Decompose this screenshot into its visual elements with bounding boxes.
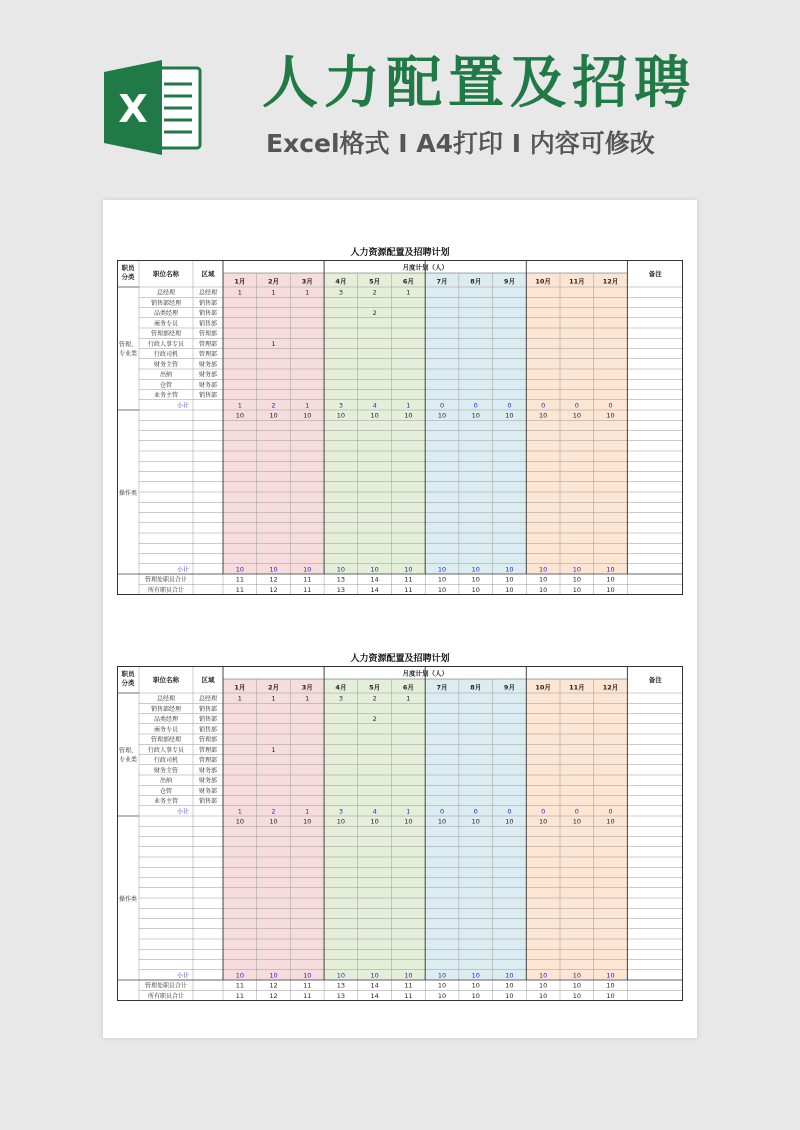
position-name: 总经理 bbox=[156, 695, 176, 703]
area-name: 管理部 bbox=[198, 330, 218, 338]
header-area: 区域 bbox=[201, 676, 215, 684]
subtotal-value: 10 bbox=[269, 971, 278, 980]
plan-value: 10 bbox=[235, 817, 244, 826]
total-value: 11 bbox=[303, 575, 312, 584]
position-name: 行政人事专员 bbox=[147, 340, 185, 348]
header-position: 职位名称 bbox=[153, 270, 179, 278]
header-monthly-plan: 月度计划（人） bbox=[402, 263, 448, 272]
area-name: 销售部 bbox=[198, 726, 218, 734]
total-value: 11 bbox=[303, 585, 312, 594]
subtotal-value: 10 bbox=[336, 565, 346, 574]
total-value: 11 bbox=[235, 991, 244, 1000]
page-subtitle: Excel格式 I A4打印 I 内容可修改 bbox=[266, 129, 655, 158]
total-value: 10 bbox=[539, 981, 548, 990]
category-label: 操作类 bbox=[118, 490, 138, 497]
total-value: 10 bbox=[437, 585, 447, 594]
plan-value: 10 bbox=[539, 411, 548, 420]
plan-value: 10 bbox=[606, 411, 615, 420]
area-name: 财务部 bbox=[198, 787, 218, 795]
header-month: 4月 bbox=[335, 683, 347, 692]
total-value: 10 bbox=[505, 585, 514, 594]
subtotal-value: 10 bbox=[437, 565, 447, 574]
plan-table bbox=[117, 260, 683, 594]
position-name: 行政司机 bbox=[153, 351, 179, 358]
subtotal-label: 小计 bbox=[176, 808, 189, 816]
header-month: 10月 bbox=[535, 277, 551, 286]
total-value: 11 bbox=[404, 585, 413, 594]
area-name: 财务部 bbox=[198, 371, 218, 379]
plan-value: 10 bbox=[437, 817, 447, 826]
total-value: 12 bbox=[269, 991, 278, 1000]
header-month: 3月 bbox=[301, 277, 313, 286]
header-month: 6月 bbox=[402, 683, 414, 692]
subtotal-value: 2 bbox=[271, 401, 276, 410]
header-month: 5月 bbox=[369, 277, 381, 286]
plan-value: 10 bbox=[437, 411, 447, 420]
total-label: 所有职员合计 bbox=[147, 992, 185, 1000]
header-position: 职位名称 bbox=[153, 676, 179, 684]
subtotal-value: 0 bbox=[574, 807, 579, 816]
plan-value: 10 bbox=[404, 411, 413, 420]
plan-value: 1 bbox=[237, 288, 242, 297]
subtotal-value: 10 bbox=[471, 971, 480, 980]
area-name: 销售部 bbox=[198, 798, 218, 805]
subtotal-value: 10 bbox=[572, 565, 581, 574]
subtotal-value: 10 bbox=[606, 565, 615, 574]
total-value: 14 bbox=[370, 991, 379, 1000]
total-label: 管理处职员合计 bbox=[144, 982, 188, 990]
total-value: 13 bbox=[336, 575, 346, 584]
total-value: 11 bbox=[404, 575, 413, 584]
header-remark: 备注 bbox=[648, 270, 662, 278]
plan-value: 10 bbox=[336, 817, 346, 826]
total-value: 10 bbox=[539, 585, 548, 594]
plan-value: 1 bbox=[271, 339, 276, 348]
header-month: 3月 bbox=[301, 683, 313, 692]
header-category: 职员 bbox=[121, 670, 135, 678]
subtotal-value: 1 bbox=[406, 401, 411, 410]
total-label: 管理处职员合计 bbox=[144, 576, 188, 584]
area-name: 管理部 bbox=[198, 736, 218, 744]
plan-table bbox=[117, 666, 683, 1000]
header-month: 9月 bbox=[503, 683, 515, 692]
plan-value: 2 bbox=[372, 288, 377, 297]
area-name: 总经理 bbox=[198, 289, 218, 297]
subtotal-value: 10 bbox=[505, 971, 514, 980]
plan-value: 10 bbox=[303, 817, 312, 826]
plan-value: 10 bbox=[505, 817, 514, 826]
subtotal-value: 1 bbox=[305, 807, 310, 816]
area-name: 财务部 bbox=[198, 777, 218, 785]
header-month: 9月 bbox=[503, 277, 515, 286]
subtotal-value: 10 bbox=[606, 971, 615, 980]
position-name: 品类经理 bbox=[153, 310, 179, 317]
total-value: 14 bbox=[370, 981, 379, 990]
plan-value: 10 bbox=[235, 411, 244, 420]
total-value: 13 bbox=[336, 981, 346, 990]
total-value: 13 bbox=[336, 585, 346, 594]
subtotal-label: 小计 bbox=[176, 566, 189, 574]
subtotal-label: 小计 bbox=[176, 972, 189, 980]
header-month: 7月 bbox=[436, 277, 448, 286]
position-name: 销售部经理 bbox=[150, 705, 182, 713]
area-name: 销售部 bbox=[198, 392, 218, 399]
subtotal-value: 10 bbox=[505, 565, 514, 574]
plan-value: 1 bbox=[406, 694, 411, 703]
header-month: 7月 bbox=[436, 683, 448, 692]
header-month: 11月 bbox=[569, 683, 585, 692]
total-value: 10 bbox=[505, 575, 514, 584]
area-name: 管理部 bbox=[198, 746, 218, 754]
total-value: 11 bbox=[235, 981, 244, 990]
subtotal-value: 0 bbox=[507, 401, 512, 410]
header-month: 8月 bbox=[470, 683, 482, 692]
subtotal-value: 0 bbox=[608, 807, 613, 816]
total-value: 13 bbox=[336, 991, 346, 1000]
area-name: 总经理 bbox=[198, 695, 218, 703]
header-month: 1月 bbox=[234, 277, 246, 286]
header-area: 区域 bbox=[201, 270, 215, 278]
position-name: 管理部经理 bbox=[150, 330, 182, 338]
plan-value: 3 bbox=[338, 288, 344, 297]
area-name: 管理部 bbox=[198, 351, 218, 358]
total-value: 11 bbox=[235, 585, 244, 594]
total-value: 10 bbox=[437, 991, 447, 1000]
header-month: 4月 bbox=[335, 277, 347, 286]
total-value: 10 bbox=[471, 575, 480, 584]
position-name: 行政司机 bbox=[153, 757, 179, 764]
header-month: 12月 bbox=[602, 683, 619, 692]
plan-value: 1 bbox=[271, 694, 276, 703]
subtotal-value: 1 bbox=[406, 807, 411, 816]
header-category: 分类 bbox=[121, 273, 135, 281]
plan-value: 3 bbox=[338, 694, 344, 703]
total-value: 10 bbox=[539, 991, 548, 1000]
position-name: 仓管 bbox=[159, 787, 173, 795]
plan-value: 2 bbox=[372, 694, 377, 703]
plan-value: 10 bbox=[572, 817, 581, 826]
position-name: 总经理 bbox=[156, 289, 176, 297]
total-value: 10 bbox=[606, 981, 615, 990]
area-name: 销售部 bbox=[198, 716, 218, 723]
total-value: 10 bbox=[471, 585, 480, 594]
category-label: 管理、 bbox=[118, 747, 138, 755]
category-label: 专业类 bbox=[118, 756, 138, 764]
total-value: 10 bbox=[572, 585, 581, 594]
header-month: 6月 bbox=[402, 277, 414, 286]
total-value: 10 bbox=[606, 991, 615, 1000]
subtotal-value: 0 bbox=[507, 807, 512, 816]
total-value: 10 bbox=[505, 981, 514, 990]
plan-value: 1 bbox=[237, 694, 242, 703]
subtotal-value: 10 bbox=[572, 971, 581, 980]
total-value: 10 bbox=[572, 981, 581, 990]
total-value: 12 bbox=[269, 585, 278, 594]
header-remark: 备注 bbox=[648, 676, 662, 684]
total-value: 11 bbox=[303, 991, 312, 1000]
position-name: 行政人事专员 bbox=[147, 746, 185, 754]
area-name: 销售部 bbox=[198, 299, 218, 307]
sheet-title: 人力资源配置及招聘计划 bbox=[350, 248, 450, 258]
area-name: 销售部 bbox=[198, 320, 218, 328]
position-name: 业务主管 bbox=[153, 798, 179, 805]
subtotal-value: 0 bbox=[541, 401, 546, 410]
subtotal-value: 0 bbox=[439, 807, 445, 816]
area-name: 管理部 bbox=[198, 340, 218, 348]
plan-value: 10 bbox=[471, 817, 480, 826]
position-name: 品类经理 bbox=[153, 716, 179, 723]
subtotal-value: 0 bbox=[473, 807, 478, 816]
subtotal-value: 10 bbox=[235, 971, 244, 980]
plan-value: 10 bbox=[539, 817, 548, 826]
total-value: 10 bbox=[471, 991, 480, 1000]
subtotal-value: 10 bbox=[235, 565, 244, 574]
subtotal-value: 0 bbox=[608, 401, 613, 410]
total-label: 所有职员合计 bbox=[147, 586, 185, 594]
total-value: 10 bbox=[572, 991, 581, 1000]
header-month: 10月 bbox=[535, 683, 551, 692]
total-value: 12 bbox=[269, 575, 278, 584]
subtotal-value: 2 bbox=[271, 807, 276, 816]
total-value: 11 bbox=[404, 991, 413, 1000]
position-name: 商务专员 bbox=[153, 726, 179, 734]
subtotal-value: 0 bbox=[574, 401, 579, 410]
total-value: 12 bbox=[269, 981, 278, 990]
category-label: 专业类 bbox=[118, 350, 138, 358]
subtotal-value: 1 bbox=[305, 401, 310, 410]
subtotal-value: 10 bbox=[437, 971, 447, 980]
subtotal-value: 0 bbox=[439, 401, 445, 410]
total-value: 14 bbox=[370, 575, 379, 584]
subtotal-value: 1 bbox=[237, 401, 242, 410]
header-category: 职员 bbox=[121, 264, 135, 272]
subtotal-value: 3 bbox=[338, 401, 344, 410]
subtotal-value: 0 bbox=[541, 807, 546, 816]
subtotal-value: 10 bbox=[370, 971, 379, 980]
header-month: 11月 bbox=[569, 277, 585, 286]
page-title: 人力配置及招聘 bbox=[262, 51, 696, 116]
plan-value: 10 bbox=[370, 817, 379, 826]
total-value: 10 bbox=[471, 981, 480, 990]
position-name: 出纳 bbox=[159, 371, 173, 379]
position-name: 财务主管 bbox=[153, 361, 179, 369]
plan-value: 1 bbox=[406, 288, 411, 297]
excel-logo-icon bbox=[104, 60, 204, 155]
area-name: 管理部 bbox=[198, 757, 218, 764]
position-name: 商务专员 bbox=[153, 320, 179, 328]
header-month: 2月 bbox=[268, 277, 280, 286]
total-value: 10 bbox=[505, 991, 514, 1000]
subtotal-value: 3 bbox=[338, 807, 344, 816]
area-name: 财务部 bbox=[198, 361, 218, 369]
plan-value: 1 bbox=[271, 745, 276, 754]
position-name: 销售部经理 bbox=[150, 299, 182, 307]
total-value: 10 bbox=[437, 981, 447, 990]
area-name: 财务部 bbox=[198, 381, 218, 389]
plan-value: 10 bbox=[404, 817, 413, 826]
subtotal-value: 10 bbox=[370, 565, 379, 574]
subtotal-value: 10 bbox=[539, 971, 548, 980]
subtotal-value: 0 bbox=[473, 401, 478, 410]
total-value: 14 bbox=[370, 585, 379, 594]
area-name: 销售部 bbox=[198, 705, 218, 713]
subtotal-value: 10 bbox=[336, 971, 346, 980]
header-month: 1月 bbox=[234, 683, 246, 692]
plan-value: 1 bbox=[305, 288, 310, 297]
subtotal-value: 10 bbox=[269, 565, 278, 574]
position-name: 管理部经理 bbox=[150, 736, 182, 744]
header-month: 2月 bbox=[268, 683, 280, 692]
plan-value: 1 bbox=[271, 288, 276, 297]
header-category: 分类 bbox=[121, 679, 135, 687]
subtotal-value: 10 bbox=[303, 565, 312, 574]
plan-value: 2 bbox=[372, 715, 377, 723]
plan-value: 10 bbox=[336, 411, 346, 420]
header-month: 8月 bbox=[470, 277, 482, 286]
category-label: 操作类 bbox=[118, 896, 138, 903]
subtotal-value: 10 bbox=[539, 565, 548, 574]
subtotal-value: 10 bbox=[404, 565, 413, 574]
plan-value: 10 bbox=[572, 411, 581, 420]
plan-value: 10 bbox=[269, 411, 278, 420]
plan-value: 10 bbox=[606, 817, 615, 826]
position-name: 业务主管 bbox=[153, 392, 179, 399]
sheet-title: 人力资源配置及招聘计划 bbox=[350, 654, 450, 664]
total-value: 11 bbox=[303, 981, 312, 990]
total-value: 11 bbox=[404, 981, 413, 990]
total-value: 10 bbox=[437, 575, 447, 584]
total-value: 10 bbox=[606, 585, 615, 594]
plan-value: 10 bbox=[269, 817, 278, 826]
subtotal-value: 4 bbox=[372, 401, 377, 410]
plan-value: 10 bbox=[303, 411, 312, 420]
plan-value: 10 bbox=[370, 411, 379, 420]
header-month: 12月 bbox=[602, 277, 619, 286]
area-name: 财务部 bbox=[198, 767, 218, 775]
subtotal-value: 4 bbox=[372, 807, 377, 816]
plan-value: 1 bbox=[305, 694, 310, 703]
subtotal-value: 10 bbox=[303, 971, 312, 980]
plan-value: 2 bbox=[372, 309, 377, 317]
position-name: 仓管 bbox=[159, 381, 173, 389]
position-name: 财务主管 bbox=[153, 767, 179, 775]
category-label: 管理、 bbox=[118, 341, 138, 349]
header-monthly-plan: 月度计划（人） bbox=[402, 669, 448, 678]
subtotal-value: 10 bbox=[404, 971, 413, 980]
subtotal-value: 1 bbox=[237, 807, 242, 816]
subtotal-value: 10 bbox=[471, 565, 480, 574]
total-value: 10 bbox=[572, 575, 581, 584]
position-name: 出纳 bbox=[159, 777, 173, 785]
total-value: 10 bbox=[539, 575, 548, 584]
area-name: 销售部 bbox=[198, 310, 218, 317]
svg-text:X: X bbox=[118, 87, 148, 131]
header-month: 5月 bbox=[369, 683, 381, 692]
plan-value: 10 bbox=[505, 411, 514, 420]
subtotal-label: 小计 bbox=[176, 402, 189, 410]
total-value: 11 bbox=[235, 575, 244, 584]
page-header bbox=[0, 0, 800, 195]
plan-value: 10 bbox=[471, 411, 480, 420]
total-value: 10 bbox=[606, 575, 615, 584]
